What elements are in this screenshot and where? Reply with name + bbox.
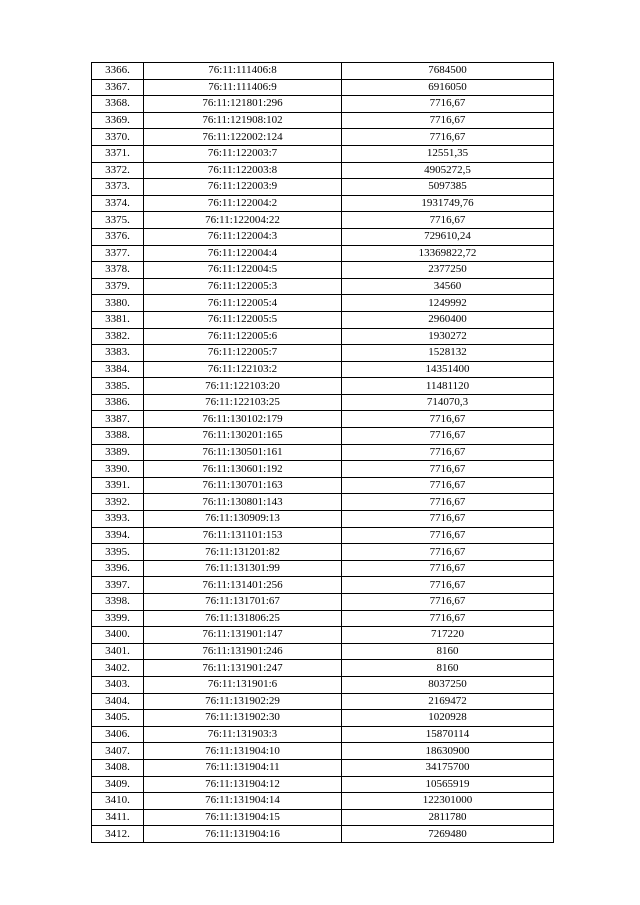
value-cell: 7716,67: [342, 594, 554, 611]
cadastral-number-cell: 76:11:122103:25: [144, 394, 342, 411]
table-row: [92, 776, 554, 793]
value-cell: 7716,67: [342, 428, 554, 445]
table-row: [92, 544, 554, 561]
table-row: [92, 145, 554, 162]
row-number-cell: 3405.: [92, 710, 144, 727]
row-number-cell: 3402.: [92, 660, 144, 677]
value-cell: 14351400: [342, 361, 554, 378]
table-row: [92, 129, 554, 146]
row-number-cell: 3366.: [92, 63, 144, 80]
table-row: [92, 494, 554, 511]
value-cell: 1930272: [342, 328, 554, 345]
row-number-cell: 3373.: [92, 179, 144, 196]
table-row: [92, 96, 554, 113]
cadastral-number-cell: 76:11:122004:4: [144, 245, 342, 262]
cadastral-number-cell: 76:11:131101:153: [144, 527, 342, 544]
cadastral-number-cell: 76:11:122003:9: [144, 179, 342, 196]
cadastral-number-cell: 76:11:121801:296: [144, 96, 342, 113]
table-row: [92, 245, 554, 262]
row-number-cell: 3395.: [92, 544, 144, 561]
table-row: [92, 345, 554, 362]
value-cell: 8160: [342, 660, 554, 677]
cadastral-number-cell: 76:11:131901:147: [144, 627, 342, 644]
value-cell: 8037250: [342, 676, 554, 693]
cadastral-number-cell: 76:11:131901:6: [144, 676, 342, 693]
table-row: [92, 676, 554, 693]
cadastral-number-cell: 76:11:131901:247: [144, 660, 342, 677]
cadastral-number-cell: 76:11:122003:8: [144, 162, 342, 179]
table-row: [92, 361, 554, 378]
table-row: [92, 726, 554, 743]
cadastral-number-cell: 76:11:131904:11: [144, 759, 342, 776]
table-row: [92, 560, 554, 577]
value-cell: 7716,67: [342, 477, 554, 494]
value-cell: 7716,67: [342, 112, 554, 129]
value-cell: 11481120: [342, 378, 554, 395]
cadastral-number-cell: 76:11:131903:3: [144, 726, 342, 743]
table-row: [92, 809, 554, 826]
value-cell: 12551,35: [342, 145, 554, 162]
cadastral-number-cell: 76:11:122103:20: [144, 378, 342, 395]
cadastral-number-cell: 76:11:130909:13: [144, 511, 342, 528]
table-row: [92, 295, 554, 312]
table-row: [92, 79, 554, 96]
row-number-cell: 3387.: [92, 411, 144, 428]
value-cell: 729610,24: [342, 228, 554, 245]
row-number-cell: 3408.: [92, 759, 144, 776]
table-row: [92, 643, 554, 660]
cadastral-number-cell: 76:11:131201:82: [144, 544, 342, 561]
row-number-cell: 3393.: [92, 511, 144, 528]
row-number-cell: 3390.: [92, 461, 144, 478]
cadastral-number-cell: 76:11:131701:67: [144, 594, 342, 611]
table-row: [92, 411, 554, 428]
row-number-cell: 3368.: [92, 96, 144, 113]
row-number-cell: 3392.: [92, 494, 144, 511]
value-cell: 5097385: [342, 179, 554, 196]
value-cell: 2960400: [342, 311, 554, 328]
table-body: [92, 63, 554, 843]
table-row: [92, 743, 554, 760]
cadastral-number-cell: 76:11:131902:29: [144, 693, 342, 710]
row-number-cell: 3380.: [92, 295, 144, 312]
row-number-cell: 3379.: [92, 278, 144, 295]
value-cell: 1249992: [342, 295, 554, 312]
cadastral-number-cell: 76:11:131806:25: [144, 610, 342, 627]
table-row: [92, 195, 554, 212]
cadastral-number-cell: 76:11:122004:2: [144, 195, 342, 212]
table-row: [92, 278, 554, 295]
cadastral-number-cell: 76:11:130201:165: [144, 428, 342, 445]
row-number-cell: 3369.: [92, 112, 144, 129]
value-cell: 1020928: [342, 710, 554, 727]
value-cell: 10565919: [342, 776, 554, 793]
table-row: [92, 378, 554, 395]
cadastral-number-cell: 76:11:122004:3: [144, 228, 342, 245]
table-row: [92, 262, 554, 279]
row-number-cell: 3367.: [92, 79, 144, 96]
table-row: [92, 477, 554, 494]
table-row: [92, 793, 554, 810]
table-row: [92, 577, 554, 594]
value-cell: 1931749,76: [342, 195, 554, 212]
row-number-cell: 3375.: [92, 212, 144, 229]
row-number-cell: 3374.: [92, 195, 144, 212]
table-row: [92, 428, 554, 445]
table-row: [92, 511, 554, 528]
value-cell: 7716,67: [342, 461, 554, 478]
cadastral-number-cell: 76:11:131904:12: [144, 776, 342, 793]
row-number-cell: 3407.: [92, 743, 144, 760]
value-cell: 717220: [342, 627, 554, 644]
row-number-cell: 3378.: [92, 262, 144, 279]
value-cell: 13369822,72: [342, 245, 554, 262]
row-number-cell: 3372.: [92, 162, 144, 179]
value-cell: 8160: [342, 643, 554, 660]
cadastral-number-cell: 76:11:122003:7: [144, 145, 342, 162]
row-number-cell: 3403.: [92, 676, 144, 693]
value-cell: 7269480: [342, 826, 554, 843]
cadastral-number-cell: 76:11:130801:143: [144, 494, 342, 511]
table-row: [92, 394, 554, 411]
value-cell: 7716,67: [342, 544, 554, 561]
row-number-cell: 3389.: [92, 444, 144, 461]
table-row: [92, 444, 554, 461]
value-cell: 7716,67: [342, 610, 554, 627]
row-number-cell: 3397.: [92, 577, 144, 594]
cadastral-number-cell: 76:11:131301:99: [144, 560, 342, 577]
table-row: [92, 710, 554, 727]
cadastral-number-cell: 76:11:131904:14: [144, 793, 342, 810]
value-cell: 7716,67: [342, 577, 554, 594]
table-row: [92, 594, 554, 611]
table-row: [92, 212, 554, 229]
table-row: [92, 826, 554, 843]
value-cell: 2811780: [342, 809, 554, 826]
value-cell: 7716,67: [342, 527, 554, 544]
value-cell: 122301000: [342, 793, 554, 810]
table-row: [92, 328, 554, 345]
value-cell: 7716,67: [342, 494, 554, 511]
cadastral-number-cell: 76:11:122005:6: [144, 328, 342, 345]
value-cell: 18630900: [342, 743, 554, 760]
cadastral-number-cell: 76:11:111406:9: [144, 79, 342, 96]
row-number-cell: 3377.: [92, 245, 144, 262]
row-number-cell: 3386.: [92, 394, 144, 411]
table-row: [92, 228, 554, 245]
table-row: [92, 179, 554, 196]
value-cell: 34560: [342, 278, 554, 295]
cadastral-number-cell: 76:11:122002:124: [144, 129, 342, 146]
cadastral-number-cell: 76:11:122005:3: [144, 278, 342, 295]
table-row: [92, 660, 554, 677]
table-row: [92, 112, 554, 129]
row-number-cell: 3406.: [92, 726, 144, 743]
row-number-cell: 3400.: [92, 627, 144, 644]
value-cell: 7716,67: [342, 444, 554, 461]
value-cell: 7716,67: [342, 411, 554, 428]
table-row: [92, 527, 554, 544]
table-row: [92, 693, 554, 710]
cadastral-number-cell: 76:11:121908:102: [144, 112, 342, 129]
value-cell: 15870114: [342, 726, 554, 743]
table-row: [92, 627, 554, 644]
cadastral-number-cell: 76:11:131904:15: [144, 809, 342, 826]
value-cell: 7716,67: [342, 560, 554, 577]
value-cell: 7716,67: [342, 96, 554, 113]
table-row: [92, 759, 554, 776]
row-number-cell: 3401.: [92, 643, 144, 660]
cadastral-number-cell: 76:11:122004:5: [144, 262, 342, 279]
row-number-cell: 3394.: [92, 527, 144, 544]
row-number-cell: 3370.: [92, 129, 144, 146]
cadastral-number-cell: 76:11:131902:30: [144, 710, 342, 727]
row-number-cell: 3384.: [92, 361, 144, 378]
row-number-cell: 3371.: [92, 145, 144, 162]
cadastral-number-cell: 76:11:130102:179: [144, 411, 342, 428]
value-cell: 7716,67: [342, 511, 554, 528]
row-number-cell: 3388.: [92, 428, 144, 445]
row-number-cell: 3410.: [92, 793, 144, 810]
value-cell: 7684500: [342, 63, 554, 80]
row-number-cell: 3409.: [92, 776, 144, 793]
cadastral-number-cell: 76:11:131901:246: [144, 643, 342, 660]
row-number-cell: 3399.: [92, 610, 144, 627]
value-cell: 2169472: [342, 693, 554, 710]
row-number-cell: 3411.: [92, 809, 144, 826]
cadastral-number-cell: 76:11:122005:7: [144, 345, 342, 362]
table-row: [92, 63, 554, 80]
row-number-cell: 3382.: [92, 328, 144, 345]
row-number-cell: 3385.: [92, 378, 144, 395]
value-cell: 714070,3: [342, 394, 554, 411]
value-cell: 7716,67: [342, 129, 554, 146]
row-number-cell: 3391.: [92, 477, 144, 494]
cadastral-number-cell: 76:11:111406:8: [144, 63, 342, 80]
row-number-cell: 3404.: [92, 693, 144, 710]
value-cell: 2377250: [342, 262, 554, 279]
table-row: [92, 461, 554, 478]
value-cell: 4905272,5: [342, 162, 554, 179]
value-cell: 7716,67: [342, 212, 554, 229]
cadastral-number-cell: 76:11:131904:10: [144, 743, 342, 760]
table-row: [92, 610, 554, 627]
row-number-cell: 3381.: [92, 311, 144, 328]
value-cell: 1528132: [342, 345, 554, 362]
cadastral-number-cell: 76:11:131904:16: [144, 826, 342, 843]
cadastral-number-cell: 76:11:130601:192: [144, 461, 342, 478]
cadastral-number-cell: 76:11:122005:5: [144, 311, 342, 328]
value-cell: 34175700: [342, 759, 554, 776]
cadastral-number-cell: 76:11:122103:2: [144, 361, 342, 378]
row-number-cell: 3398.: [92, 594, 144, 611]
land-plot-table: [91, 62, 554, 843]
cadastral-number-cell: 76:11:130701:163: [144, 477, 342, 494]
cadastral-number-cell: 76:11:130501:161: [144, 444, 342, 461]
table-row: [92, 162, 554, 179]
row-number-cell: 3412.: [92, 826, 144, 843]
cadastral-number-cell: 76:11:131401:256: [144, 577, 342, 594]
row-number-cell: 3396.: [92, 560, 144, 577]
row-number-cell: 3383.: [92, 345, 144, 362]
cadastral-number-cell: 76:11:122004:22: [144, 212, 342, 229]
row-number-cell: 3376.: [92, 228, 144, 245]
value-cell: 6916050: [342, 79, 554, 96]
cadastral-number-cell: 76:11:122005:4: [144, 295, 342, 312]
table-row: [92, 311, 554, 328]
